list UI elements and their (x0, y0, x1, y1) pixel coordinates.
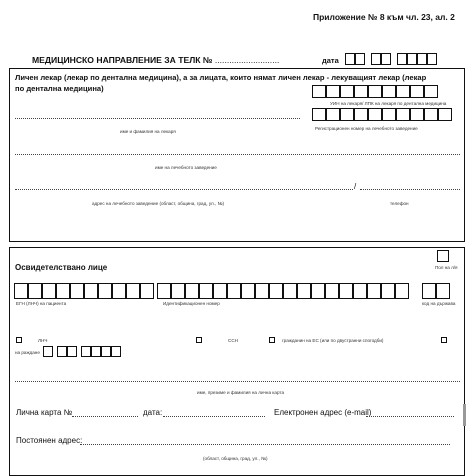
doctor-section-heading: Личен лекар (лекар по дентална медицина), а за лицата, които нямат личен лекар - лекуващият лекар (лекар по дентална медицина) (15, 73, 427, 93)
date-digit-box[interactable] (345, 53, 355, 65)
scrollbar-thumb[interactable] (463, 404, 466, 426)
date-digit-box[interactable] (355, 53, 365, 65)
lnch-label: ЛНЧ (38, 338, 48, 343)
id-card-label: Лична карта № (16, 408, 73, 417)
id-card-field[interactable] (72, 416, 138, 417)
birth-date-box[interactable] (101, 346, 111, 357)
id-digit-box[interactable] (283, 283, 297, 299)
egn-digit-box[interactable] (56, 283, 70, 299)
id-digit-box[interactable] (255, 283, 269, 299)
date-digit-box[interactable] (407, 53, 417, 65)
id-card-date-label: дата: (143, 408, 163, 417)
reg-digit-box[interactable] (368, 108, 382, 121)
email-label: Електронен адрес (e-mail) (274, 408, 372, 417)
id-digit-box[interactable] (381, 283, 395, 299)
address-field[interactable] (80, 444, 450, 445)
id-digit-box[interactable] (297, 283, 311, 299)
appendix-label: Приложение № 8 към чл. 23, ал. 2 (313, 12, 455, 22)
reg-digit-box[interactable] (424, 108, 438, 121)
form-title-text: МЕДИЦИНСКО НАПРАВЛЕНИЕ ЗА ТЕЛК № (32, 55, 213, 65)
egn-digit-box[interactable] (140, 283, 154, 299)
patient-name-caption: име, презиме и фамилия на лична карта (197, 390, 285, 395)
id-digit-box[interactable] (185, 283, 199, 299)
facility-address-caption: адрес на лечебното заведение (област, община, град, ул., №) (92, 201, 224, 206)
gender-box[interactable] (437, 250, 449, 262)
date-digit-box[interactable] (397, 53, 407, 65)
uin-digit-box[interactable] (424, 85, 438, 98)
birth-date-box[interactable] (91, 346, 101, 357)
id-card-date-field[interactable] (163, 416, 265, 417)
id-digit-box[interactable] (241, 283, 255, 299)
address-caption: (област, община, град, ул., №) (203, 456, 268, 461)
facility-name-field[interactable] (15, 154, 460, 155)
id-digit-box[interactable] (213, 283, 227, 299)
ssn-label: ССН (228, 338, 238, 343)
id-digit-box[interactable] (339, 283, 353, 299)
reg-digit-box[interactable] (438, 108, 452, 121)
birth-date-box[interactable] (111, 346, 121, 357)
egn-digit-box[interactable] (28, 283, 42, 299)
reg-digit-box[interactable] (354, 108, 368, 121)
id-digit-box[interactable] (395, 283, 409, 299)
date-digit-box[interactable] (371, 53, 381, 65)
eu-citizen-label: гражданин на ЕС (или по двустранни спогодби) (282, 338, 384, 343)
uin-digit-box[interactable] (312, 85, 326, 98)
uin-digit-box[interactable] (368, 85, 382, 98)
egn-digit-box[interactable] (42, 283, 56, 299)
facility-address-field[interactable] (15, 189, 353, 190)
egn-digit-box[interactable] (70, 283, 84, 299)
id-digit-box[interactable] (367, 283, 381, 299)
id-digit-box[interactable] (227, 283, 241, 299)
doctor-name-caption: име и фамилия на лекаря (120, 129, 176, 134)
birth-date-box[interactable] (43, 346, 53, 357)
id-caption: Идентификационен номер (163, 301, 220, 306)
date-digit-box[interactable] (381, 53, 391, 65)
gender-caption: Пол на л/я (435, 265, 458, 270)
phone-caption: телефон (390, 201, 409, 206)
uin-digit-box[interactable] (382, 85, 396, 98)
birth-label: на раждане (15, 350, 40, 355)
egn-digit-box[interactable] (14, 283, 28, 299)
uin-digit-box[interactable] (354, 85, 368, 98)
address-label: Постоянен адрес: (16, 436, 83, 445)
id-digit-box[interactable] (199, 283, 213, 299)
id-digit-box[interactable] (311, 283, 325, 299)
egn-digit-box[interactable] (84, 283, 98, 299)
reg-digit-box[interactable] (410, 108, 424, 121)
uin-digit-box[interactable] (326, 85, 340, 98)
doctor-name-field[interactable] (15, 118, 300, 119)
email-field[interactable] (366, 416, 454, 417)
birth-date-box[interactable] (57, 346, 67, 357)
eu-citizen-checkbox[interactable] (269, 337, 275, 343)
uin-digit-box[interactable] (396, 85, 410, 98)
form-title (32, 55, 279, 65)
extra-checkbox[interactable] (441, 337, 447, 343)
uin-caption: УИН на лекаря/ ЛПК на лекаря по дентална медицина (330, 101, 447, 106)
patient-name-field[interactable] (15, 381, 460, 382)
patient-section-heading: Освидетелствано лице (15, 263, 108, 272)
uin-digit-box[interactable] (340, 85, 354, 98)
country-code-caption: код на държава (422, 301, 456, 306)
facility-phone-field[interactable] (360, 189, 460, 190)
birth-date-box[interactable] (81, 346, 91, 357)
reg-digit-box[interactable] (382, 108, 396, 121)
ssn-checkbox[interactable] (196, 337, 202, 343)
country-code-box[interactable] (436, 283, 450, 299)
reg-digit-box[interactable] (312, 108, 326, 121)
date-digit-box[interactable] (427, 53, 437, 65)
uin-digit-box[interactable] (410, 85, 424, 98)
date-label: дата (322, 56, 339, 65)
id-digit-box[interactable] (171, 283, 185, 299)
date-digit-box[interactable] (417, 53, 427, 65)
egn-digit-box[interactable] (98, 283, 112, 299)
slash-separator: / (354, 182, 357, 191)
form-number-field[interactable]: ........................... (214, 55, 280, 65)
id-digit-box[interactable] (325, 283, 339, 299)
reg-digit-box[interactable] (396, 108, 410, 121)
reg-digit-box[interactable] (340, 108, 354, 121)
id-digit-box[interactable] (353, 283, 367, 299)
egn-digit-box[interactable] (112, 283, 126, 299)
reg-digit-box[interactable] (326, 108, 340, 121)
egn-digit-box[interactable] (126, 283, 140, 299)
egn-caption: ЕГН (ЛНЧ) на пациента (16, 301, 67, 306)
facility-name-caption: име на лечебното заведение (155, 165, 217, 170)
birth-date-box[interactable] (67, 346, 77, 357)
id-digit-box[interactable] (269, 283, 283, 299)
lnch-checkbox[interactable] (16, 337, 22, 343)
id-digit-box[interactable] (157, 283, 171, 299)
reg-caption: Регистрационен номер на лечебното заведение (315, 126, 418, 131)
country-code-box[interactable] (422, 283, 436, 299)
